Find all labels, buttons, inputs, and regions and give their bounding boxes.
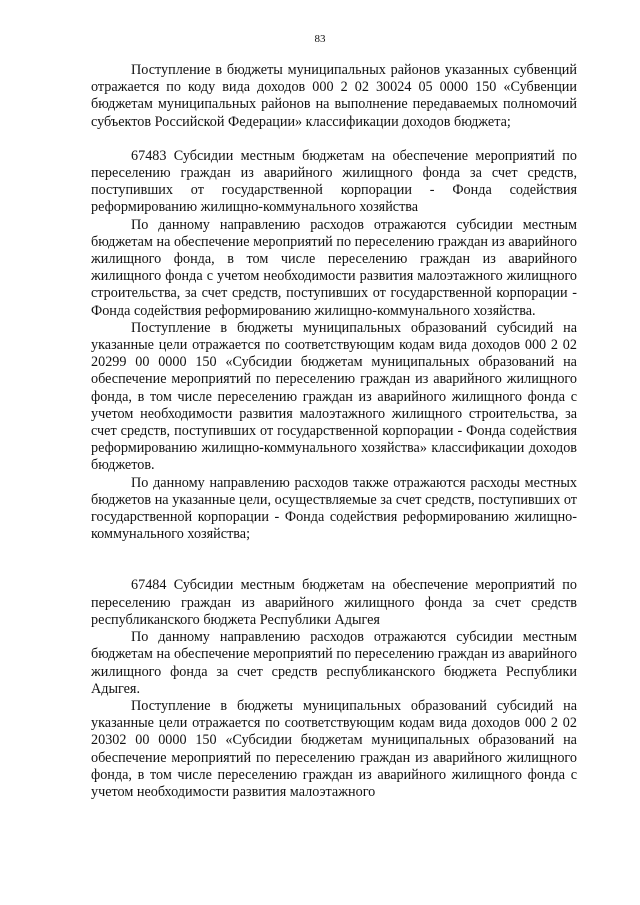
- paragraph-subventions-income: Поступление в бюджеты муниципальных районов указанных субвенций отражается по коду вида доходов 000 2 02 30024 05 0000 150 «Субвенции бюджетам муниципальных районов на выполнение передаваемых полномочий субъектов Российской Федерации» классификации доходов бюджета;: [91, 62, 577, 130]
- paragraph-67484-income: Поступление в бюджеты муниципальных образований субсидий на указанные цели отражается по соответствующим кодам вида доходов 000 2 02 20302 00 0000 150 «Субсидии бюджетам муниципальных образований на обеспечение мероприятий по переселению граждан из аварийного жилищного фонда, в том числе переселению граждан из аварийного жилищного фонда с учетом необходимости развития малоэтажного: [91, 697, 577, 800]
- paragraph-67484-expenses: По данному направлению расходов отражаются субсидии местным бюджетам на обеспечение мероприятий по переселению граждан из аварийного жилищного фонда за счет средств республиканского бюджета Республики Адыгея.: [91, 629, 577, 697]
- document-body: [91, 62, 577, 801]
- paragraph-spacer: [91, 543, 577, 577]
- page-number: 83: [314, 33, 326, 45]
- section-heading-67484: 67484 Субсидии местным бюджетам на обеспечение мероприятий по переселению граждан из аварийного жилищного фонда за счет средств республиканского бюджета Республики Адыгея: [91, 577, 577, 628]
- section-heading-67483: 67483 Субсидии местным бюджетам на обеспечение мероприятий по переселению граждан из аварийного жилищного фонда за счет средств, поступивших от государственной корпорации - Фонда содействия реформированию жилищно-коммунального хозяйства: [91, 147, 577, 216]
- paragraph-67483-additional-expenses: По данному направлению расходов также отражаются расходы местных бюджетов на указанные цели, осуществляемые за счет средств, поступивших от государственной корпорации - Фонда содействия реформированию жилищно-коммунального хозяйства;: [91, 474, 577, 543]
- paragraph-67483-income: Поступление в бюджеты муниципальных образований субсидий на указанные цели отражается по соответствующим кодам вида доходов 000 2 02 20299 00 0000 150 «Субсидии бюджетам муниципальных образований на обеспечение мероприятий по переселению граждан из аварийного жилищного фонда, в том числе переселению граждан из аварийного жилищного фонда с учетом необходимости развития малоэтажного жилищного строительства, за счет средств, поступивших от государственной корпорации - Фонда содействия реформированию жилищно-коммунального хозяйства» классификации доходов бюджетов.: [91, 319, 577, 474]
- paragraph-spacer: [91, 131, 577, 148]
- paragraph-67483-expenses: По данному направлению расходов отражаются субсидии местным бюджетам на обеспечение мероприятий по переселению граждан из аварийного жилищного фонда, в том числе переселению граждан из аварийного жилищного фонда с учетом необходимости развития малоэтажного жилищного строительства, за счет средств, поступивших от государственной корпорации - Фонда содействия реформированию жилищно-коммунального хозяйства.: [91, 216, 577, 319]
